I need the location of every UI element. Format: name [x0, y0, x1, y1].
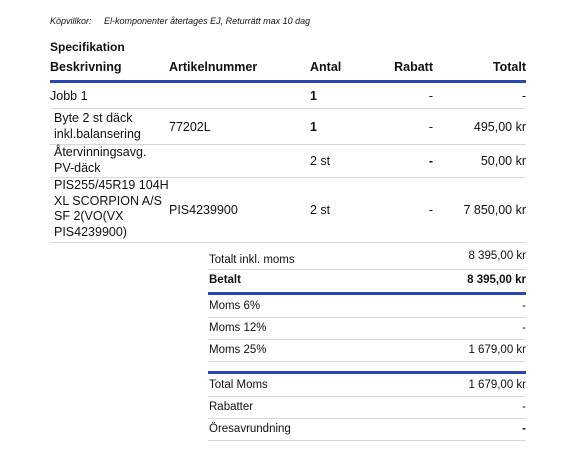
summary-value: 1 679,00 kr — [468, 344, 526, 356]
summary-total-vat — [208, 375, 526, 397]
summary-vat-12 — [208, 318, 526, 340]
row-discount: - — [428, 203, 433, 217]
row-description: PIS255/45R19 104H XL SCORPION A/S SF 2(VO(VX PIS4239900) — [54, 178, 169, 239]
summary-label: Totalt inkl. moms — [209, 254, 295, 266]
row-article: PIS4239900 — [169, 203, 238, 217]
row-description: Jobb 1 — [50, 89, 88, 103]
row-quantity: 2 st — [310, 203, 331, 217]
summary-value: 8 395,00 kr — [468, 250, 526, 262]
row-discount: - — [428, 154, 433, 168]
row-description: Byte 2 st däck inkl.balansering — [54, 111, 141, 141]
summary-label: Moms 25% — [209, 344, 267, 356]
row-quantity: 1 — [310, 119, 317, 134]
table-row — [50, 109, 526, 145]
table-row — [50, 145, 526, 178]
summary-label: Moms 6% — [209, 300, 261, 312]
terms-label: Köpvillkor: — [50, 16, 92, 26]
summary-divider — [208, 292, 526, 295]
row-discount: - — [428, 119, 433, 134]
summary-value: - — [522, 401, 526, 413]
terms-text: El-komponenter återtages EJ, Returrätt max 10 dag — [104, 16, 311, 26]
summary-label: Moms 12% — [209, 322, 267, 334]
table-row — [50, 84, 526, 109]
summary-value: - — [522, 423, 526, 435]
row-discount: - — [428, 89, 433, 103]
row-total: - — [521, 89, 526, 103]
summary-label: Total Moms — [209, 379, 268, 391]
column-total: Totalt — [492, 60, 526, 74]
summary-total-incl-vat — [208, 248, 526, 270]
summary-value: 1 679,00 kr — [468, 379, 526, 391]
row-total: 495,00 kr — [473, 119, 526, 134]
row-total: 7 850,00 kr — [463, 203, 526, 217]
table-header — [50, 60, 526, 80]
table-row — [50, 178, 526, 243]
purchase-terms — [50, 16, 310, 26]
summary-value: 8 395,00 kr — [467, 274, 526, 286]
row-article: 77202L — [169, 119, 211, 134]
summary-rounding — [208, 419, 526, 441]
summary-divider — [208, 371, 526, 374]
row-quantity: 1 — [310, 89, 317, 103]
summary-paid — [208, 270, 526, 290]
column-discount: Rabatt — [394, 60, 433, 74]
row-description: Återvinningsavg. PV-däck — [54, 145, 147, 175]
summary-value: - — [522, 322, 526, 334]
summary-discounts — [208, 397, 526, 419]
summary-label: Öresavrundning — [209, 423, 291, 435]
section-title: Specifikation — [50, 40, 125, 54]
summary-vat-25 — [208, 340, 526, 362]
summary-label: Rabatter — [209, 401, 254, 413]
summary-vat-6 — [208, 296, 526, 318]
summary-label: Betalt — [209, 274, 241, 286]
header-divider — [50, 80, 526, 83]
column-description: Beskrivning — [50, 60, 122, 74]
summary-value: - — [522, 300, 526, 312]
column-quantity: Antal — [310, 60, 342, 74]
column-article: Artikelnummer — [169, 60, 258, 74]
row-quantity: 2 st — [310, 154, 331, 168]
row-total: 50,00 kr — [480, 154, 526, 168]
